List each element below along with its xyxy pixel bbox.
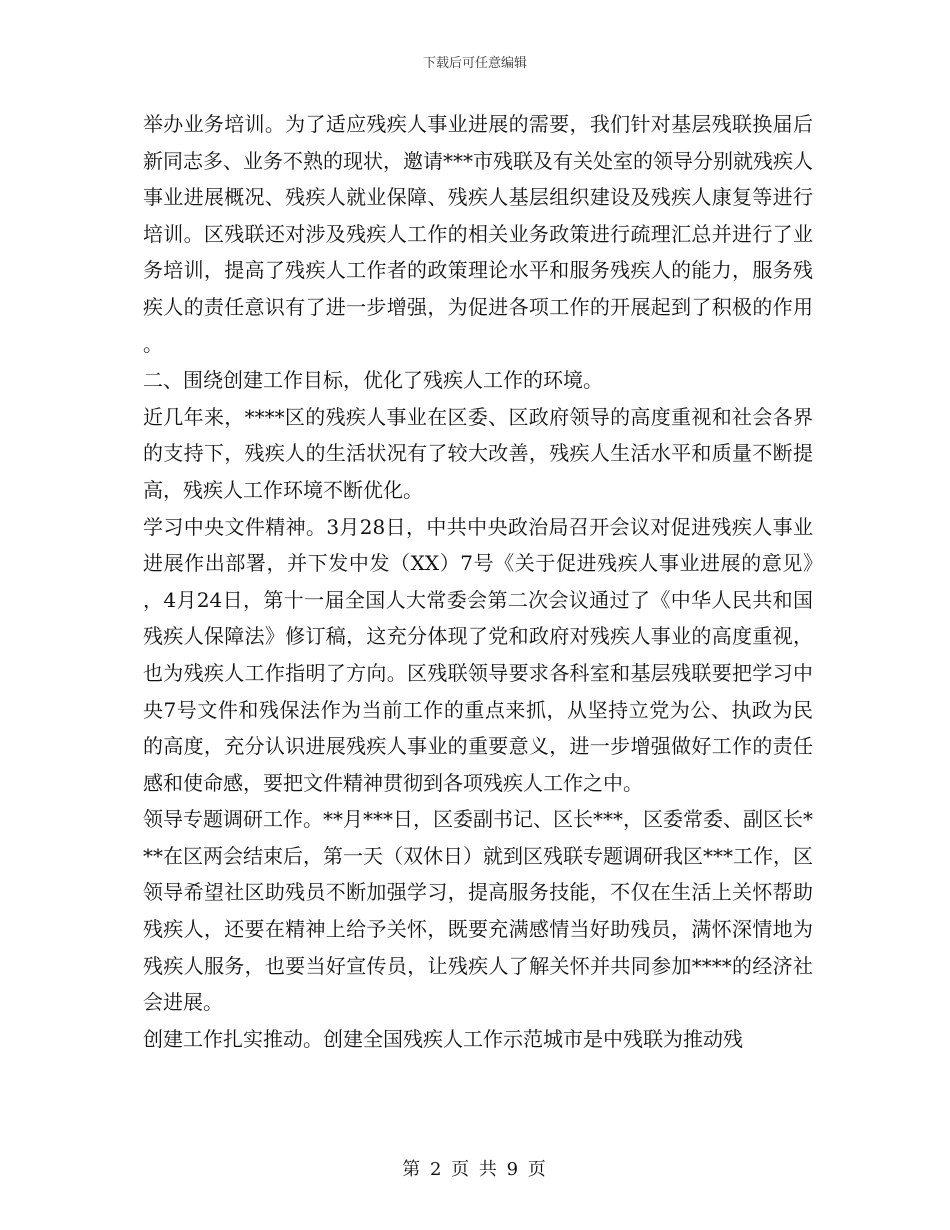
paragraph-central-documents: 学习中央文件精神。3月28日，中共中央政治局召开会议对促进残疾人事业进展作出部署，并下发中发（XX）7号《关于促进残疾人事业进展的意见》，4月24日，第十一届全国人大常委会第二次会议通过了《中华人民共和国残疾人保障法》修订稿，这充分体现了党和政府对残疾人事业的高度重视，也为残疾人工作指明了方向。区残联领导要求各科室和基层残联要把学习中央7号文件和残保法作为当前工作的重点来抓，从坚持立党为公、执政为民的高度，充分认识进展残疾人事业的重要意义，进一步增强做好工作的责任感和使命感，要把文件精神贯彻到各项残疾人工作之中。 [143, 514, 813, 795]
paragraph-creation-work: 创建工作扎实推动。创建全国残疾人工作示范城市是中残联为推动残 [143, 1026, 743, 1051]
page-number: 第 2 页 共 9 页 [402, 1159, 548, 1180]
page-header-note: 下载后可任意编辑 [422, 56, 527, 71]
section-heading-two: 二、围绕创建工作目标，优化了残疾人工作的环境。 [143, 368, 603, 393]
paragraph-recent-years: 近几年来，****区的残疾人事业在区委、区政府领导的高度重视和社会各界的支持下，残疾人的生活状况有了较大改善，残疾人生活水平和质量不断提高，残疾人工作环境不断优化。 [143, 404, 813, 502]
paragraph-training: 举办业务培训。为了适应残疾人事业进展的需要，我们针对基层残联换届后新同志多、业务不熟的现状，邀请***市残联及有关处室的领导分别就残疾人事业进展概况、残疾人就业保障、残疾人基层组织建设及残疾人康复等进行培训。区残联还对涉及残疾人工作的相关业务政策进行疏理汇总并进行了业务培训，提高了残疾人工作者的政策理论水平和服务残疾人的能力，服务残疾人的责任意识有了进一步增强，为促进各项工作的开展起到了积极的作用。 [143, 112, 813, 356]
paragraph-leadership-research: 领导专题调研工作。**月***日，区委副书记、区长***，区委常委、副区长***在区两会结束后，第一天（双休日）就到区残联专题调研我区***工作，区领导希望社区助残员不断加强学习，提高服务技能，不仅在生活上关怀帮助残疾人，还要在精神上给予关怀，既要充满感情当好助残员，满怀深情地为残疾人服务，也要当好宣传员，让残疾人了解关怀并共同参加****的经济社会进展。 [143, 807, 813, 1015]
document-body [143, 106, 813, 1057]
